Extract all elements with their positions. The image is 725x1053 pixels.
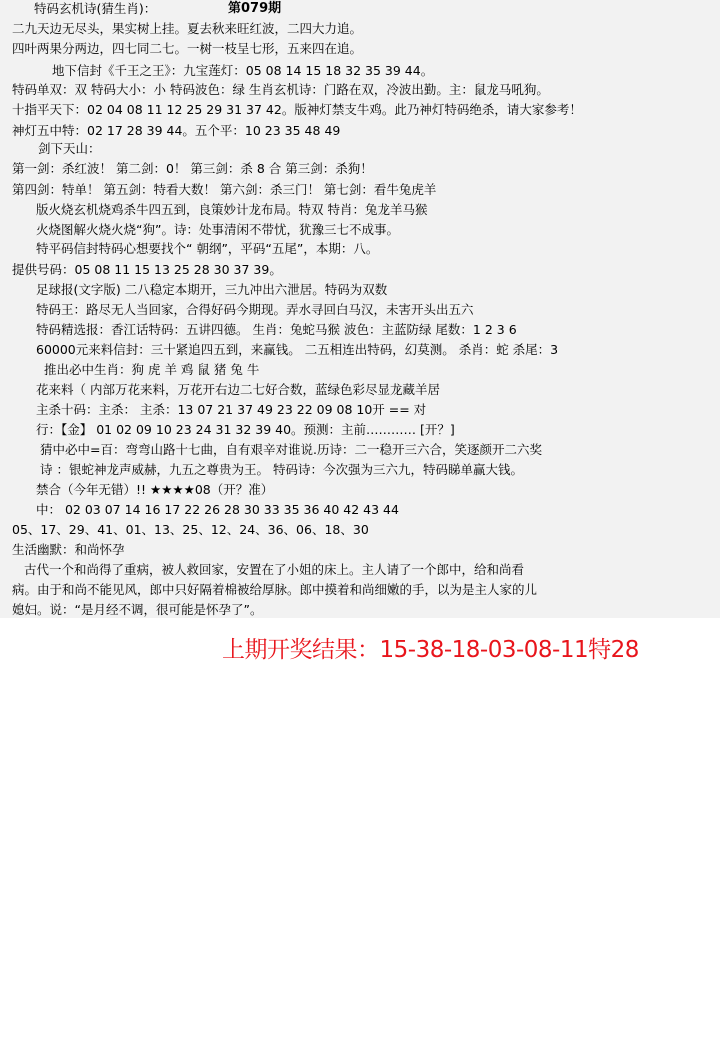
text-line: 四叶两果分两边，四七同二七。一树一枝呈七形，五来四在追。 xyxy=(12,41,363,56)
text-line: 主杀十码：主杀： 主杀：13 07 21 37 49 23 22 09 08 10开 == 对 xyxy=(36,402,427,417)
last-result: 上期开奖结果：15-38-18-03-08-11特28 xyxy=(222,637,639,663)
text-line: 花来料（ 内部万花来料，万花开右边二七好合数，蓝绿色彩尽显龙藏羊居 xyxy=(36,382,440,397)
text-line: 禁合（今年无错）!! ★★★★08（开？准） xyxy=(36,482,274,497)
text-line: 特码精选报：香江话特码：五讲四德。 生肖：兔蛇马猴 波色：主蓝防绿 尾数：1 2 3 6 xyxy=(36,322,517,337)
text-line: 古代一个和尚得了重病，被人救回家，安置在了小姐的床上。主人请了一个郎中，给和尚看 xyxy=(24,562,525,577)
text-line: 提供号码：05 08 11 15 13 25 28 30 37 39。 xyxy=(12,262,282,277)
text-line: 火烧图解火烧火烧“狗”。诗：处事清闲不带忧，犹豫三七不成事。 xyxy=(36,222,399,237)
text-line: 神灯五中特：02 17 28 39 44。五个平：10 23 35 48 49 xyxy=(12,123,341,138)
text-line: 行：【金】 01 02 09 10 23 24 31 32 39 40。预测：主前………… [开？] xyxy=(36,422,455,437)
text-line: 特码单双：双 特码大小：小 特码波色：绿 生肖玄机诗：门路在双，冷波出勤。主：鼠龙马吼狗。 xyxy=(12,82,549,97)
text-line: 十指平天下：02 04 08 11 12 25 29 31 37 42。版神灯禁支牛鸡。此乃神灯特码绝杀，请大家参考！ xyxy=(12,102,582,117)
text-line: 二九天边无尽头，果实树上挂。夏去秋来旺红波，二四大力追。 xyxy=(12,21,363,36)
text-line: 推出必中生肖：狗 虎 羊 鸡 鼠 猪 兔 牛 xyxy=(44,362,260,377)
poem-title: 特码玄机诗(猜生肖)： xyxy=(34,1,157,16)
text-line: 地下信封《千王之王》：九宝莲灯：05 08 14 15 18 32 35 39 44。 xyxy=(52,63,434,78)
text-line: 60000元来料信封：三十紧追四五到，来赢钱。 二五相连出特码，幻莫测。 杀肖：蛇 杀尾：3 xyxy=(36,342,559,357)
text-line: 媳妇。说：“是月经不调，很可能是怀孕了”。 xyxy=(12,602,263,617)
issue-number: 第079期 xyxy=(228,1,282,16)
text-line: 05、17、29、41、01、13、25、12、24、36、06、18、30 xyxy=(12,522,369,537)
text-line: 特平码信封特码心想要找个“ 朝纲”，平码“五尾”，本期：八。 xyxy=(36,241,379,256)
text-line: 猜中必中=百：弯弯山路十七曲，自有艰辛对谁说.历诗：二一稳开三六合，笑逐颜开二六奖 xyxy=(40,442,542,457)
text-line: 诗 ：银蛇神龙声威赫，九五之尊贵为王。 特码诗：今次强为三六九，特码睇单赢大钱。 xyxy=(40,462,523,477)
text-line: 足球报(文字版) 二八稳定本期开，三九冲出六泄居。特码为双数 xyxy=(36,282,388,297)
text-line: 生活幽默：和尚怀孕 xyxy=(12,542,125,557)
text-line: 特码王：路尽无人当回家，合得好码今期现。弄水寻回白马汉，未害开头出五六 xyxy=(36,302,474,317)
text-line: 第四剑：特单！ 第五剑：特看大数！ 第六剑：杀三门！ 第七剑：看牛兔虎羊 xyxy=(12,182,437,197)
text-line: 剑下天山： xyxy=(38,141,101,156)
text-line: 中： 02 03 07 14 16 17 22 26 28 30 33 35 36 40 42 43 44 xyxy=(36,502,399,517)
text-line: 第一剑：杀红波！ 第二剑：0！ 第三剑：杀 8 合 第三剑：杀狗！ xyxy=(12,161,373,176)
text-line: 病。由于和尚不能见风，郎中只好隔着棉被给厚脉。郎中摸着和尚细嫩的手，以为是主人家的儿 xyxy=(12,582,538,597)
text-line: 版火烧玄机烧鸡杀牛四五到，良策妙计龙布局。特双 特肖：兔龙羊马猴 xyxy=(36,202,428,217)
